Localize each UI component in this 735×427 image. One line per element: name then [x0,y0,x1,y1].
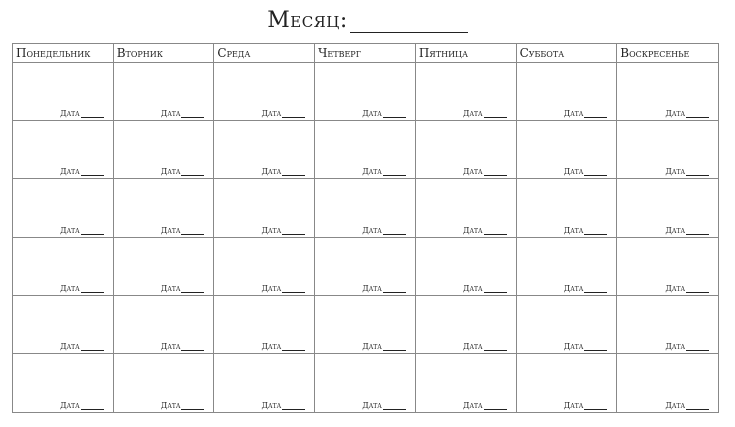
date-blank-line [383,285,406,293]
day-cell [416,179,517,237]
day-cell [114,354,215,412]
date-label: Дата [160,109,181,119]
date-field [60,342,104,351]
day-cell [617,179,718,237]
date-label: Дата [462,167,483,177]
day-cell [13,354,114,412]
date-label: Дата [60,167,80,177]
date-field [362,401,406,410]
date-field [564,167,608,176]
date-field [564,284,608,293]
date-blank-line [686,227,709,235]
day-cell [617,63,718,121]
date-field [665,109,709,118]
day-cell [13,121,114,179]
day-cell [315,354,416,412]
date-label: Дата [160,341,181,351]
date-blank-line [686,285,709,293]
date-label: Дата [665,341,685,351]
date-blank-line [484,227,507,235]
day-cell [416,238,517,296]
day-cell [617,354,718,412]
date-field [665,226,709,235]
date-blank-line [181,110,204,118]
date-field [161,401,205,410]
date-blank-line [484,285,507,293]
date-field [362,342,406,351]
date-label: Дата [563,225,584,235]
day-cell [315,63,416,121]
date-blank-line [686,402,709,410]
day-cell [416,63,517,121]
day-cell [315,179,416,237]
date-blank-line [584,168,607,176]
date-field [60,401,104,410]
date-blank-line [181,285,204,293]
day-cell [517,354,618,412]
date-field [262,167,306,176]
day-cell [13,179,114,237]
day-cell [416,121,517,179]
day-cell [315,121,416,179]
weekday-header: Четверг [315,44,416,63]
date-field [262,401,306,410]
date-label: Дата [362,167,382,177]
date-label: Дата [665,283,685,293]
date-label: Дата [60,283,80,293]
date-blank-line [383,343,406,351]
date-label: Дата [261,225,282,235]
date-label: Дата [462,341,483,351]
date-label: Дата [362,225,382,235]
date-label: Дата [160,167,181,177]
day-cell [517,63,618,121]
date-label: Дата [665,225,685,235]
date-blank-line [584,227,607,235]
date-field [161,284,205,293]
date-blank-line [484,402,507,410]
date-label: Дата [563,167,584,177]
date-blank-line [383,168,406,176]
date-field [60,226,104,235]
day-cell [214,179,315,237]
weekday-header: Понедельник [13,44,114,63]
day-cell [114,63,215,121]
date-field [463,401,507,410]
date-blank-line [484,168,507,176]
date-blank-line [383,110,406,118]
date-field [463,109,507,118]
date-field [362,284,406,293]
date-label: Дата [362,109,382,119]
date-label: Дата [462,283,483,293]
date-label: Дата [462,109,483,119]
date-label: Дата [665,109,685,119]
day-cell [517,296,618,354]
date-blank-line [584,110,607,118]
weekday-header: Вторник [114,44,215,63]
date-label: Дата [665,167,685,177]
date-field [161,342,205,351]
day-cell [214,238,315,296]
day-cell [214,63,315,121]
date-blank-line [282,227,305,235]
date-field [665,342,709,351]
weekday-header: Воскресенье [617,44,718,63]
date-blank-line [81,402,104,410]
day-cell [517,121,618,179]
date-label: Дата [665,401,685,410]
date-label: Дата [261,341,282,351]
month-blank-line [350,12,468,33]
date-label: Дата [261,109,282,119]
day-cell [114,238,215,296]
date-blank-line [282,343,305,351]
date-field [60,109,104,118]
date-blank-line [81,285,104,293]
day-cell [114,179,215,237]
date-blank-line [181,343,204,351]
day-cell [517,238,618,296]
date-field [564,226,608,235]
date-field [564,401,608,410]
date-field [463,284,507,293]
date-blank-line [282,402,305,410]
date-blank-line [484,343,507,351]
date-blank-line [181,402,204,410]
date-blank-line [383,402,406,410]
weekday-header: Среда [214,44,315,63]
date-label: Дата [563,283,584,293]
weekday-header: Пятница [416,44,517,63]
date-field [463,226,507,235]
day-cell [416,296,517,354]
date-blank-line [584,402,607,410]
date-blank-line [383,227,406,235]
date-label: Дата [261,283,282,293]
date-field [665,284,709,293]
date-field [564,342,608,351]
date-label: Дата [60,341,80,351]
date-field [262,109,306,118]
date-blank-line [81,227,104,235]
date-field [362,167,406,176]
weekday-header: Суббота [517,44,618,63]
date-blank-line [282,110,305,118]
date-label: Дата [261,167,282,177]
date-field [60,167,104,176]
date-label: Дата [362,401,382,410]
date-label: Дата [60,225,80,235]
date-blank-line [282,168,305,176]
day-cell [114,121,215,179]
date-label: Дата [362,283,382,293]
date-label: Дата [563,341,584,351]
day-cell [315,296,416,354]
date-label: Дата [160,283,181,293]
date-blank-line [282,285,305,293]
date-field [463,342,507,351]
date-field [362,109,406,118]
date-field [262,342,306,351]
date-label: Дата [160,401,181,410]
date-field [161,109,205,118]
date-label: Дата [362,341,382,351]
month-label: Месяц: [267,8,348,33]
day-cell [214,354,315,412]
day-cell [617,238,718,296]
day-cell [13,296,114,354]
day-cell [517,179,618,237]
date-blank-line [686,343,709,351]
date-blank-line [686,168,709,176]
page-title [0,8,735,33]
date-field [60,284,104,293]
day-cell [114,296,215,354]
day-cell [13,238,114,296]
date-label: Дата [462,225,483,235]
calendar-grid [12,43,719,413]
day-cell [214,296,315,354]
date-label: Дата [160,225,181,235]
date-label: Дата [462,401,483,410]
day-cell [416,354,517,412]
date-blank-line [81,168,104,176]
date-blank-line [81,110,104,118]
date-label: Дата [563,109,584,119]
date-field [665,167,709,176]
date-field [665,401,709,410]
date-label: Дата [261,401,282,410]
date-blank-line [181,168,204,176]
date-field [161,226,205,235]
date-blank-line [484,110,507,118]
date-blank-line [584,343,607,351]
date-blank-line [181,227,204,235]
day-cell [315,238,416,296]
date-field [362,226,406,235]
date-field [564,109,608,118]
date-label: Дата [60,401,80,410]
date-field [262,226,306,235]
date-blank-line [686,110,709,118]
date-field [161,167,205,176]
day-cell [617,296,718,354]
day-cell [13,63,114,121]
date-blank-line [584,285,607,293]
day-cell [214,121,315,179]
date-field [262,284,306,293]
date-label: Дата [563,401,584,410]
date-label: Дата [60,109,80,119]
date-field [463,167,507,176]
date-blank-line [81,343,104,351]
day-cell [617,121,718,179]
